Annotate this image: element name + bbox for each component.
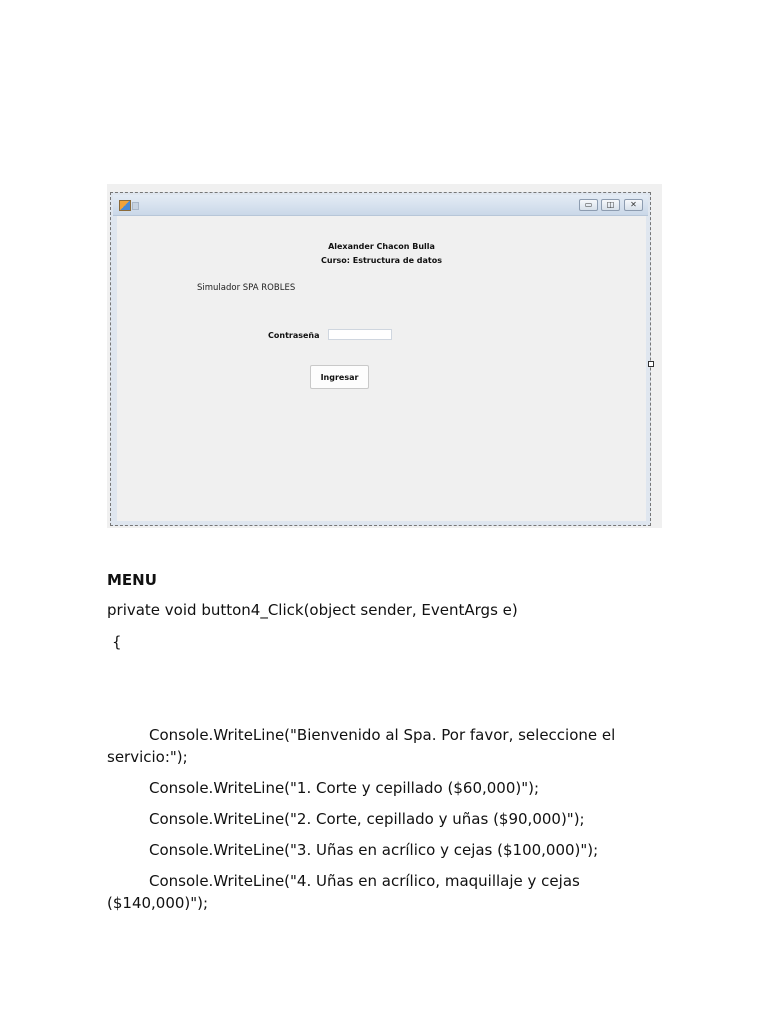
title-bar (113, 195, 648, 216)
maximize-button[interactable]: ◫ (601, 199, 620, 211)
code-line: Console.WriteLine("4. Uñas en acrílico, maquillaje y cejas ($140,000)"); (107, 872, 580, 912)
method-signature: private void button4_Click(object sender, EventArgs e) (107, 601, 518, 619)
menu-heading: MENU (107, 571, 157, 589)
form-icon (132, 202, 139, 210)
password-field[interactable] (328, 329, 392, 340)
code-line: Console.WriteLine("3. Uñas en acrílico y cejas ($100,000)"); (149, 841, 599, 859)
close-button[interactable]: ✕ (624, 199, 643, 211)
password-label: Contraseña (268, 331, 320, 340)
form-designer-screenshot (107, 184, 662, 528)
form-client-area (117, 216, 646, 521)
code-line: Console.WriteLine("2. Corte, cepillado y uñas ($90,000)"); (149, 810, 585, 828)
simulator-label: Simulador SPA ROBLES (197, 283, 296, 293)
minimize-button[interactable]: ▭ (579, 199, 598, 211)
course-label: Curso: Estructura de datos (321, 256, 442, 265)
code-line: Console.WriteLine("1. Corte y cepillado ($60,000)"); (149, 779, 540, 797)
open-brace: { (112, 633, 122, 651)
code-line: Console.WriteLine("Bienvenido al Spa. Por favor, seleccione el servicio:"); (107, 726, 616, 766)
app-icon (119, 200, 131, 211)
resize-handle[interactable] (648, 361, 654, 367)
login-button[interactable]: Ingresar (310, 365, 369, 389)
form-window (110, 192, 651, 526)
author-label: Alexander Chacon Bulla (328, 242, 435, 251)
